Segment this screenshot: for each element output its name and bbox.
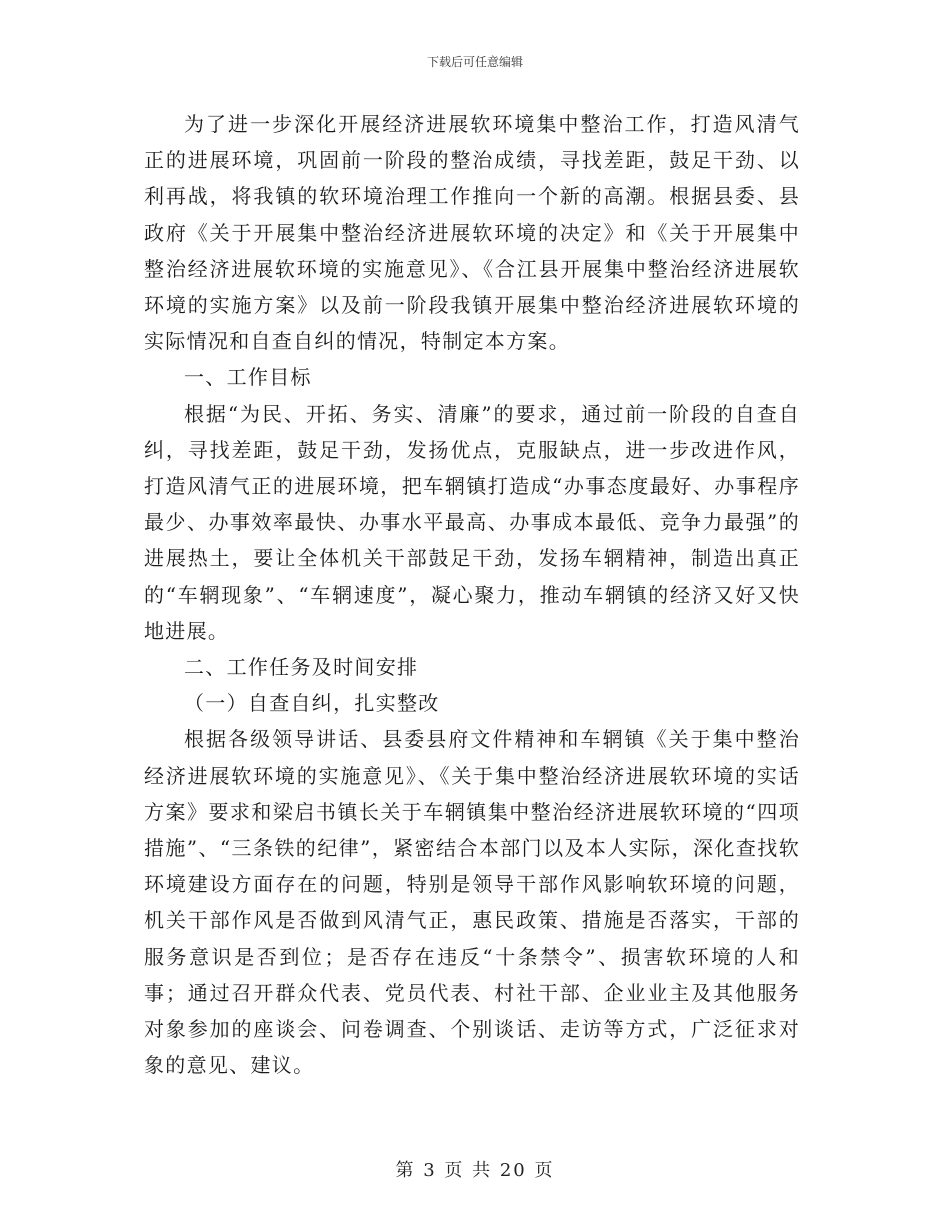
page-header: 下载后可任意编辑 bbox=[426, 55, 523, 69]
page-number: 第 3 页 共 20 页 bbox=[395, 1160, 555, 1181]
subsection-heading-self-check: （一）自查自纠，扎实整改 bbox=[184, 691, 440, 716]
section-heading-goals: 一、工作目标 bbox=[184, 365, 312, 390]
section-heading-tasks: 二、工作任务及时间安排 bbox=[184, 655, 419, 680]
document-body bbox=[144, 106, 800, 1083]
self-check-paragraph: 根据各级领导讲话、县委县府文件精神和车辋镇《关于集中整治经济进展软环境的实施意见》、《关于集中整治经济进展软环境的实话方案》要求和梁启书镇长关于车辋镇集中整治经济进展软环境的“四项措施”、“三条铁的纪律”，紧密结合本部门以及本人实际，深化查找软环境建设方面存在的问题，特别是领导干部作风影响软环境的问题，机关干部作风是否做到风清气正，惠民政策、措施是否落实，干部的服务意识是否到位；是否存在违反“十条禁令”、损害软环境的人和事；通过召开群众代表、党员代表、村社干部、企业业主及其他服务对象参加的座谈会、问卷调查、个别谈话、走访等方式，广泛征求对象的意见、建议。 bbox=[144, 727, 800, 1078]
goals-paragraph: 根据“为民、开拓、务实、清廉”的要求，通过前一阶段的自查自纠，寻找差距，鼓足干劲，发扬优点，克服缺点，进一步改进作风，打造风清气正的进展环境，把车辋镇打造成“办事态度最好、办事程序最少、办事效率最快、办事水平最高、办事成本最低、竞争力最强”的进展热土，要让全体机关干部鼓足干劲，发扬车辋精神，制造出真正的“车辋现象”、“车辋速度”，凝心聚力，推动车辋镇的经济又好又快地进展。 bbox=[144, 401, 800, 643]
intro-paragraph: 为了进一步深化开展经济进展软环境集中整治工作，打造风清气正的进展环境，巩固前一阶段的整治成绩，寻找差距，鼓足干劲、以利再战，将我镇的软环境治理工作推向一个新的高潮。根据县委、县政府《关于开展集中整治经济进展软环境的决定》和《关于开展集中整治经济进展软环境的实施意见》、《合江县开展集中整治经济进展软环境的实施方案》以及前一阶段我镇开展集中整治经济进展软环境的实际情况和自查自纠的情况，特制定本方案。 bbox=[144, 112, 800, 354]
